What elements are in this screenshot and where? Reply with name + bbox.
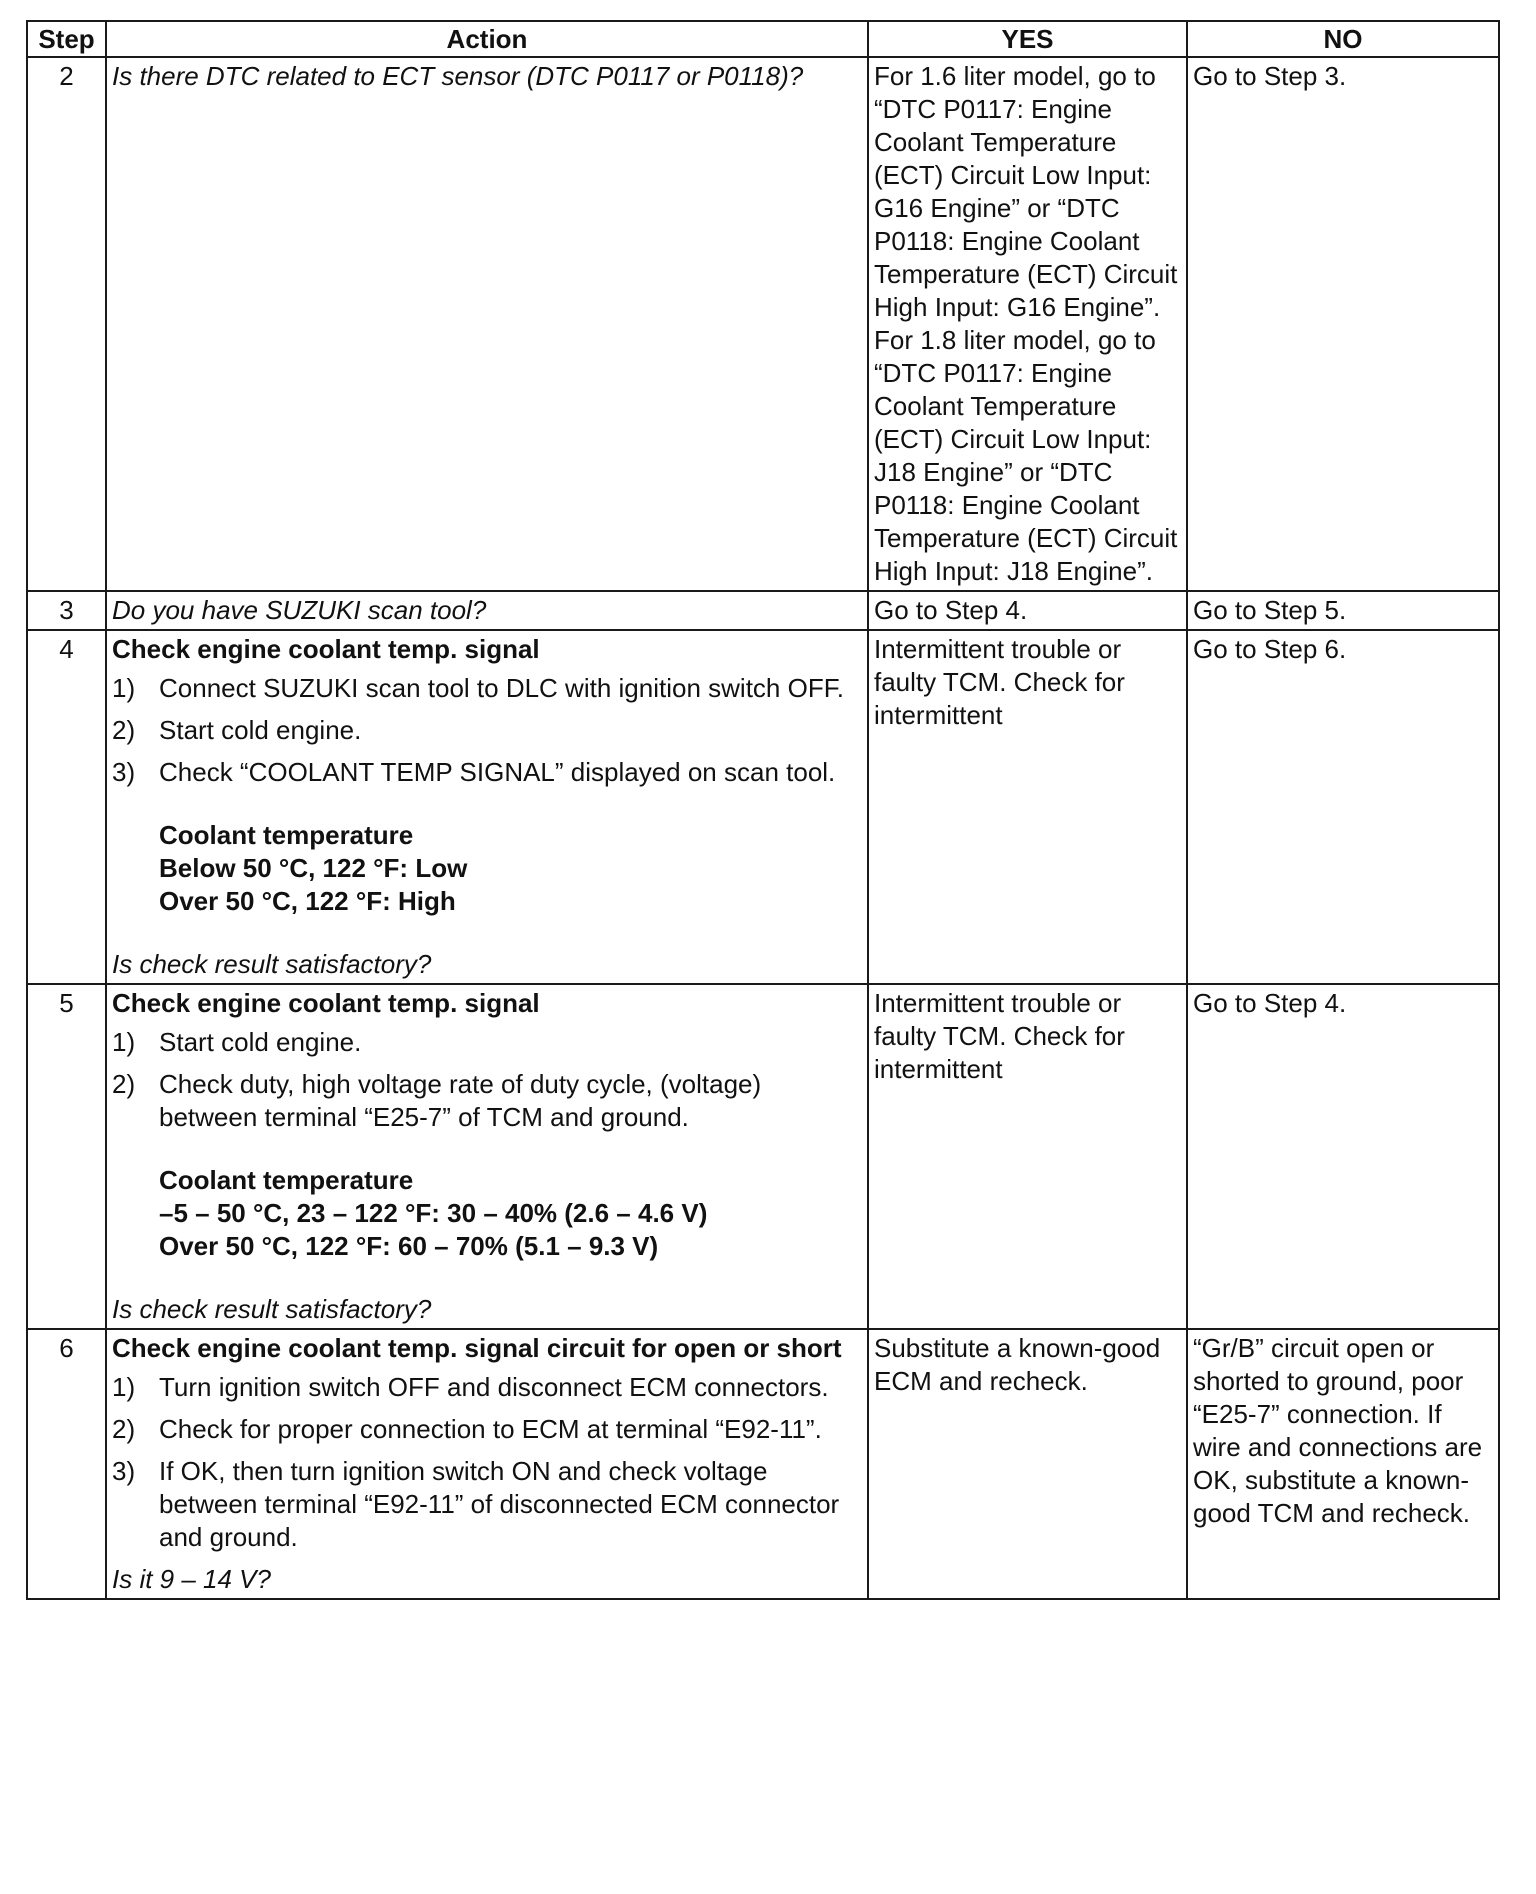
spec-block xyxy=(159,819,862,918)
table-row-step-6 xyxy=(27,1329,1499,1599)
action-question: Is check result satisfactory? xyxy=(112,1294,432,1324)
step-item-number: 2) xyxy=(112,1069,136,1099)
no-cell: Go to Step 3. xyxy=(1187,57,1499,591)
step-item-number: 1) xyxy=(112,1372,136,1402)
action-question: Is it 9 – 14 V? xyxy=(112,1564,271,1594)
action-cell xyxy=(106,591,868,630)
step-item-text: Start cold engine. xyxy=(159,715,362,745)
spec-line: –5 – 50 °C, 23 – 122 °F: 30 – 40% (2.6 – 4.6 V) xyxy=(159,1198,708,1228)
action-step-item xyxy=(112,672,862,705)
step-item-number: 2) xyxy=(112,715,136,745)
step-item-text: Turn ignition switch OFF and disconnect ECM connectors. xyxy=(159,1372,829,1402)
header-row xyxy=(27,21,1499,57)
no-cell: Go to Step 5. xyxy=(1187,591,1499,630)
step-item-number: 1) xyxy=(112,1027,136,1057)
action-question: Do you have SUZUKI scan tool? xyxy=(112,595,487,625)
step-item-text: Check duty, high voltage rate of duty cycle, (voltage) between terminal “E25-7” of TCM and ground. xyxy=(159,1069,762,1132)
step-number: 4 xyxy=(27,630,106,984)
action-cell xyxy=(106,984,868,1329)
action-step-item xyxy=(112,1371,862,1404)
yes-cell: Substitute a known-good ECM and recheck. xyxy=(868,1329,1187,1599)
action-title: Check engine coolant temp. signal circuit for open or short xyxy=(112,1333,842,1363)
action-question: Is there DTC related to ECT sensor (DTC P0117 or P0118)? xyxy=(112,61,804,91)
table-row-step-2 xyxy=(27,57,1499,591)
action-steps xyxy=(112,1371,862,1554)
yes-cell: Intermittent trouble or faulty TCM. Check for intermittent xyxy=(868,630,1187,984)
step-number: 3 xyxy=(27,591,106,630)
action-step-item xyxy=(112,714,862,747)
action-step-item xyxy=(112,1068,862,1134)
spec-line: Over 50 °C, 122 °F: High xyxy=(159,886,456,916)
step-item-number: 3) xyxy=(112,1456,136,1486)
header-action: Action xyxy=(106,21,868,57)
spec-line: Coolant temperature xyxy=(159,820,414,850)
action-step-item xyxy=(112,1026,862,1059)
table-row-step-3 xyxy=(27,591,1499,630)
action-title: Check engine coolant temp. signal xyxy=(112,988,540,1018)
step-item-text: If OK, then turn ignition switch ON and check voltage between terminal “E92-11” of disconnected ECM connector and ground. xyxy=(159,1456,840,1552)
action-steps xyxy=(112,1026,862,1134)
step-item-text: Connect SUZUKI scan tool to DLC with ignition switch OFF. xyxy=(159,673,844,703)
step-item-number: 3) xyxy=(112,757,136,787)
action-step-item xyxy=(112,1413,862,1446)
yes-cell: For 1.6 liter model, go to “DTC P0117: Engine Coolant Temperature (ECT) Circuit Low Input: G16 Engine” or “DTC P0118: Engine Coolant Temperature (ECT) Circuit High Input: G16 Engine”. For 1.8 liter model, go to “DTC P0117: Engine Coolant Temperature (ECT) Circuit Low Input: J18 Engine” or “DTC P0118: Engine Coolant Temperature (ECT) Circuit High Input: J18 Engine”. xyxy=(868,57,1187,591)
step-number: 6 xyxy=(27,1329,106,1599)
yes-cell: Go to Step 4. xyxy=(868,591,1187,630)
step-item-text: Check for proper connection to ECM at terminal “E92-11”. xyxy=(159,1414,822,1444)
step-number: 5 xyxy=(27,984,106,1329)
header-no: NO xyxy=(1187,21,1499,57)
spec-line: Below 50 °C, 122 °F: Low xyxy=(159,853,468,883)
step-item-text: Start cold engine. xyxy=(159,1027,362,1057)
action-steps xyxy=(112,672,862,789)
action-cell xyxy=(106,1329,868,1599)
header-step: Step xyxy=(27,21,106,57)
action-step-item xyxy=(112,756,862,789)
table-row-step-5 xyxy=(27,984,1499,1329)
action-question: Is check result satisfactory? xyxy=(112,949,432,979)
no-cell: Go to Step 6. xyxy=(1187,630,1499,984)
step-item-number: 1) xyxy=(112,673,136,703)
table-row-step-4 xyxy=(27,630,1499,984)
yes-cell: Intermittent trouble or faulty TCM. Check for intermittent xyxy=(868,984,1187,1329)
action-step-item xyxy=(112,1455,862,1554)
step-item-number: 2) xyxy=(112,1414,136,1444)
spec-line: Coolant temperature xyxy=(159,1165,414,1195)
step-number: 2 xyxy=(27,57,106,591)
action-cell xyxy=(106,57,868,591)
no-cell: Go to Step 4. xyxy=(1187,984,1499,1329)
header-yes: YES xyxy=(868,21,1187,57)
action-title: Check engine coolant temp. signal xyxy=(112,634,540,664)
no-cell: “Gr/B” circuit open or shorted to ground, poor “E25-7” connection. If wire and connections are OK, substitute a known-good TCM and recheck. xyxy=(1187,1329,1499,1599)
spec-line: Over 50 °C, 122 °F: 60 – 70% (5.1 – 9.3 V) xyxy=(159,1231,659,1261)
diagnostic-table xyxy=(26,20,1500,1600)
action-cell xyxy=(106,630,868,984)
step-item-text: Check “COOLANT TEMP SIGNAL” displayed on scan tool. xyxy=(159,757,836,787)
spec-block xyxy=(159,1164,862,1263)
